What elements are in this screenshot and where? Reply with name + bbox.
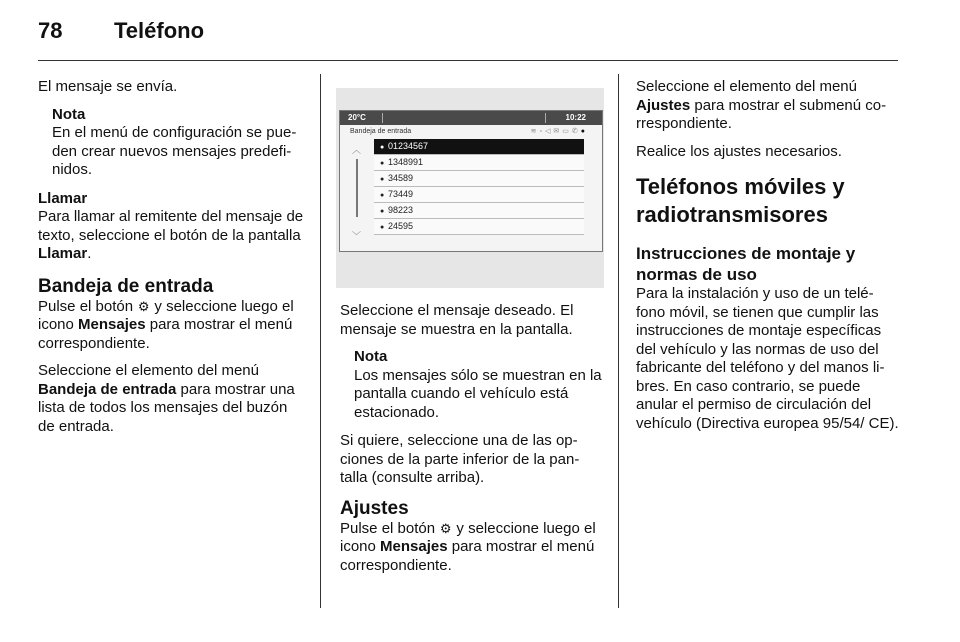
bluetooth-icon: ● (580, 128, 588, 135)
screen-title: Bandeja de entrada (350, 128, 412, 135)
message-item[interactable] (374, 187, 584, 203)
note-text: Los mensajes sólo se muestran en la pantalla cuando el vehículo está estacionado. (354, 366, 602, 421)
envelope-icon: ● (380, 144, 385, 151)
message-number: 98223 (388, 205, 414, 215)
chevron-down-icon[interactable]: ﹀ (352, 231, 362, 241)
message-number: 73449 (388, 189, 414, 199)
column-3 (636, 78, 902, 442)
status-bar (340, 111, 602, 125)
infotainment-screen (339, 110, 603, 252)
envelope-icon: ● (380, 224, 385, 231)
radio-icon: ▫ (539, 128, 545, 135)
envelope-icon: ● (380, 176, 385, 183)
paragraph-llamar: Para llamar al remitente del mensaje de texto, seleccione el botón de la pantalla Llamar. (38, 208, 304, 262)
status-icons (531, 127, 588, 135)
column-divider (320, 74, 321, 608)
sub-heading: Instrucciones de montaje y normas de uso (636, 244, 856, 284)
paragraph: Seleccione el mensaje deseado. El mensaje se muestra en la pantalla. (340, 302, 574, 338)
message-item[interactable] (374, 139, 584, 155)
paragraph: Para la instalación y uso de un telé-fono móvil, se tienen que cumplir las instrucciones de montaje específicas del vehículo y las normas de uso del fabricante del teléfono y del manos li-bres. En caso contrario, se puede anular el permiso de circulación del vehículo (Directiva europea 95/54/ CE). (636, 285, 899, 432)
scroll-track[interactable] (356, 159, 358, 217)
envelope-icon: ● (380, 192, 385, 199)
paragraph: Seleccione el elemento del menú Ajustes para mostrar el submenú co-rrespondiente. (636, 78, 887, 132)
page-number: 78 (38, 18, 63, 43)
scrollbar[interactable] (352, 145, 362, 245)
column-1 (38, 78, 306, 445)
signal-icon: ≋ (530, 128, 540, 135)
message-number: 01234567 (388, 141, 429, 151)
clock: 10:22 (565, 113, 586, 122)
gear-icon: ⚙ (137, 298, 150, 314)
message-item[interactable] (374, 171, 584, 187)
page-title: Teléfono (114, 18, 205, 43)
note-label: Nota (354, 348, 388, 365)
header-rule (38, 60, 898, 61)
heading-ajustes: Ajustes (340, 497, 409, 519)
message-list (374, 139, 584, 235)
message-number: 1348991 (388, 157, 424, 167)
mute-icon: ◁ (545, 128, 554, 135)
column-divider (618, 74, 619, 608)
message-number: 24595 (388, 221, 414, 231)
page-header (38, 18, 204, 44)
gear-icon: ⚙ (439, 520, 452, 536)
note (354, 348, 602, 422)
battery-icon: ▭ (562, 128, 572, 135)
paragraph: Realice los ajustes necesarios. (636, 142, 842, 160)
paragraph-bandeja-1: Pulse el botón ⚙ y seleccione luego el icono Mensajes para mostrar el menú correspondiente. (38, 297, 294, 352)
paragraph-bandeja-2: Seleccione el elemento del menú Bandeja de entrada para mostrar una lista de todos los mensajes del buzón de entrada. (38, 362, 295, 435)
message-icon: ✉ (553, 128, 563, 135)
message-item[interactable] (374, 155, 584, 171)
section-heading: Teléfonos móviles y radiotransmisores (636, 174, 845, 227)
envelope-icon: ● (380, 208, 385, 215)
chevron-up-icon[interactable]: ︿ (352, 145, 362, 155)
note-text: En el menú de configuración se pue-den crear nuevos mensajes predefi-nidos. (52, 124, 297, 178)
column-2 (340, 302, 602, 584)
envelope-icon: ● (380, 160, 385, 167)
message-item[interactable] (374, 219, 584, 235)
temperature: 20°C (348, 113, 366, 122)
inbox-screenshot (336, 88, 604, 288)
message-item[interactable] (374, 203, 584, 219)
paragraph: El mensaje se envía. (38, 78, 178, 95)
paragraph-ajustes: Pulse el botón ⚙ y seleccione luego el icono Mensajes para mostrar el menú correspondiente. (340, 519, 596, 574)
message-number: 34589 (388, 173, 414, 183)
paragraph: Si quiere, seleccione una de las op-ciones de la parte inferior de la pan-talla (consulte arriba). (340, 432, 580, 486)
note-label: Nota (52, 105, 86, 123)
phone-icon: ✆ (571, 128, 581, 135)
heading-bandeja: Bandeja de entrada (38, 275, 214, 297)
note (52, 106, 306, 180)
heading-llamar: Llamar (38, 189, 88, 207)
